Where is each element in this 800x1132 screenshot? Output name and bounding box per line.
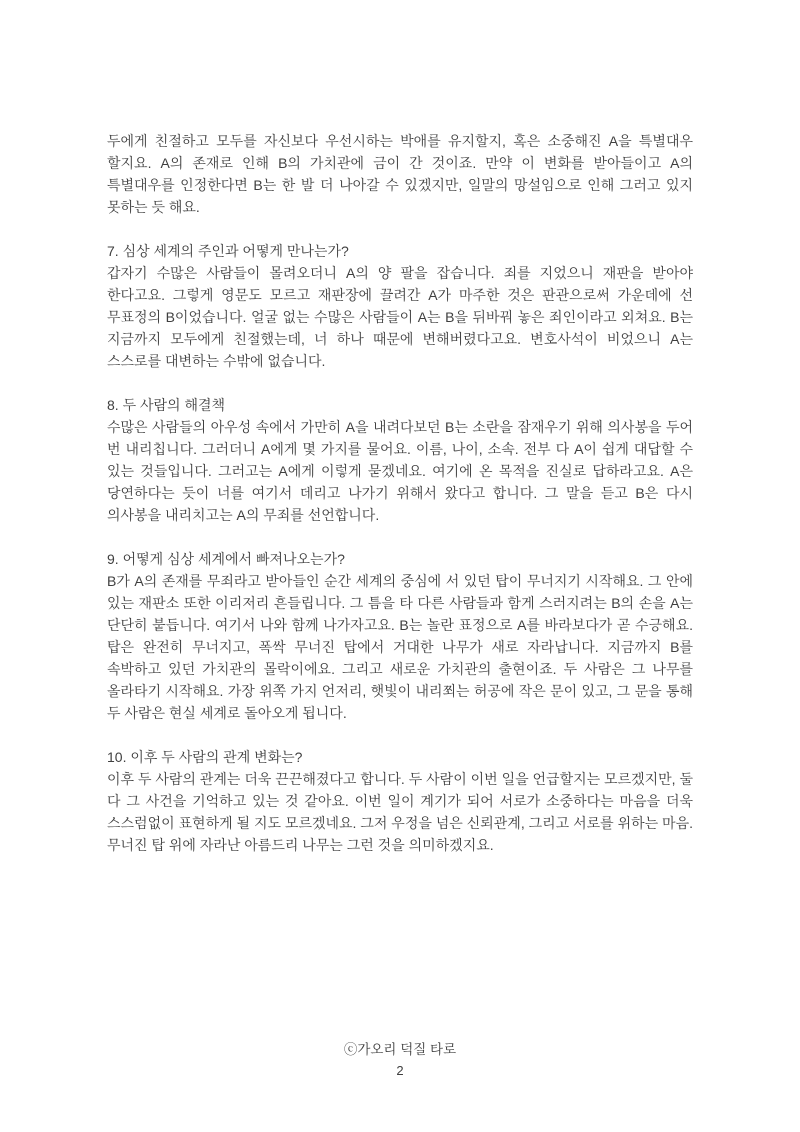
section-10	[107, 746, 693, 856]
page-number: 2	[396, 1063, 404, 1078]
document-body-text	[107, 130, 693, 878]
footer-credit: ⓒ가오리 덕질 타로	[343, 1042, 457, 1057]
section-9-body: B가 A의 존재를 무죄라고 받아들인 순간 세계의 중심에 서 있던 탑이 무너지기 시작해요. 그 안에 있는 재판소 또한 이리저리 흔들립니다. 그 틈을 타 다른 사람들과 함게 스러지려는 B의 손을 A는 단단히 붙듭니다. 여기서 나와 함께 나가자고요. B는 놀란 표정으로 A를 바라보다가 곧 수긍해요. 탑은 완전히 무너지고, 폭싹 무너진 탑에서 거대한 나무가 새로 자라납니다. 지금까지 B를 속박하고 있던 가치관의 몰락이에요. 그리고 새로운 가치관의 출현이죠. 두 사람은 그 나무를 올라타기 시작해요. 가장 위쪽 가지 언저리, 햇빛이 내리쬐는 허공에 작은 문이 있고, 그 문을 통해 두 사람은 현실 세계로 돌아오게 됩니다.	[107, 573, 694, 721]
section-8-heading: 8. 두 사람의 해결책	[107, 397, 226, 413]
section-8-body: 수많은 사람들의 아우성 속에서 가만히 A을 내려다보던 B는 소란을 잠재우기 위해 의사봉을 두어 번 내리칩니다. 그러더니 A에게 몇 가지를 물어요. 이름, 나이, 소속. 전부 다 A이 쉽게 대답할 수 있는 것들입니다. 그러고는 A에게 이렇게 묻겠네요. 여기에 온 목적을 진실로 답하라고요. A은 당연하다는 듯이 너를 여기서 데리고 나가기 위해서 왔다고 합니다. 그 말을 듣고 B은 다시 의사봉을 내리치고는 A의 무죄를 선언합니다.	[107, 419, 693, 523]
section-8	[107, 394, 693, 526]
intro-paragraph: 두에게 친절하고 모두를 자신보다 우선시하는 박애를 유지할지, 혹은 소중해진 A을 특별대우 할지요. A의 존재로 인해 B의 가치관에 금이 간 것이죠. 만약 이 변화를 받아들이고 A의 특별대우를 인정한다면 B는 한 발 더 나아갈 수 있겠지만, 일말의 망설임으로 인해 그러고 있지 못하는 듯 해요.	[107, 133, 693, 215]
section-7-body: 갑자기 수많은 사람들이 몰려오더니 A의 양 팔을 잡습니다. 죄를 지었으니 재판을 받아야 한다고요. 그렇게 영문도 모르고 재판장에 끌려간 A가 마주한 것은 판관으로써 가운데에 선 무표정의 B이었습니다. 얼굴 없는 수많은 사람들이 A는 B을 뒤바꿔 놓은 죄인이라고 외쳐요. B는 지금까지 모두에게 친절했는데, 너 하나 때문에 변해버렸다고요. 변호사석이 비었으니 A는 스스로를 대변하는 수밖에 없습니다.	[107, 265, 693, 369]
section-7-heading: 7. 심상 세계의 주인과 어떻게 만나는가?	[107, 243, 349, 259]
section-10-heading: 10. 이후 두 사람의 관계 변화는?	[107, 749, 303, 765]
section-10-body: 이후 두 사람의 관계는 더욱 끈끈해졌다고 합니다. 두 사람이 이번 일을 언급할지는 모르겠지만, 둘 다 그 사건을 기억하고 있는 것 같아요. 이번 일이 계기가 되어 서로가 소중하다는 마음을 더욱 스스럼없이 표현하게 될 지도 모르겠네요. 그저 우정을 넘은 신뢰관계, 그리고 서로를 위하는 마음. 무너진 탑 위에 자라난 아름드리 나무는 그런 것을 의미하겠지요.	[107, 771, 693, 853]
section-7	[107, 240, 693, 372]
section-9-heading: 9. 어떻게 심상 세계에서 빠져나오는가?	[107, 551, 345, 567]
section-9	[107, 548, 693, 724]
